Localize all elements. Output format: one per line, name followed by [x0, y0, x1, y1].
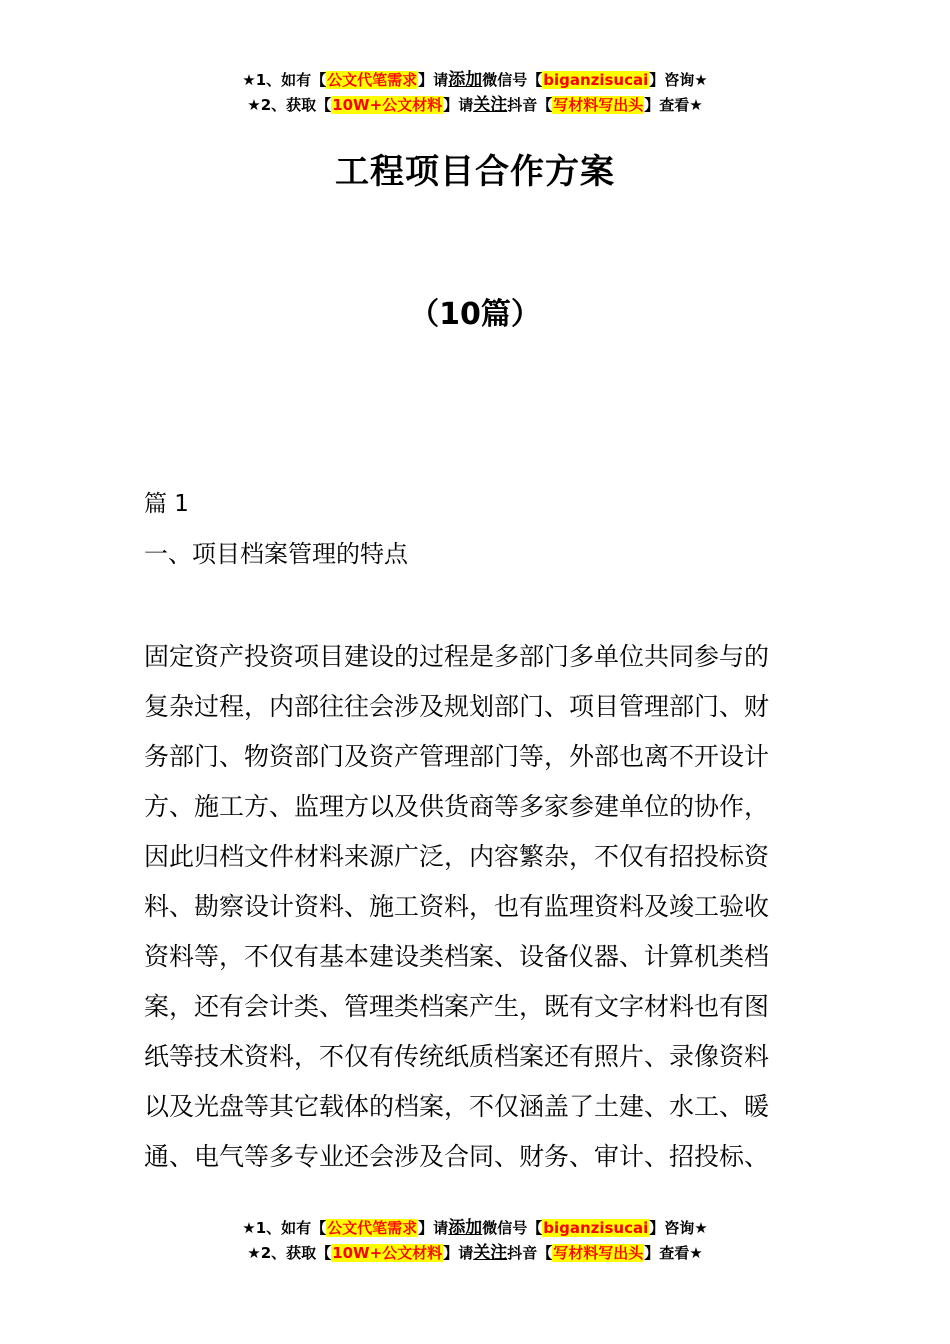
- body-line: 案，还有会计类、管理类档案产生，既有文字材料也有图: [144, 992, 770, 1021]
- promo-text: 】咨询★: [649, 71, 708, 89]
- promo-emphasis: 添加: [448, 1218, 483, 1238]
- section-label: 篇 1: [144, 491, 189, 517]
- promo-line-2: [0, 1241, 950, 1266]
- promo-line-1: [0, 68, 950, 93]
- promo-text: 】请: [418, 71, 449, 89]
- promo-highlight: biganzisucai: [543, 1219, 649, 1237]
- promo-text: 】查看★: [644, 1244, 703, 1262]
- promo-text: ★2、获取【: [247, 96, 332, 114]
- promo-emphasis: 关注: [473, 95, 508, 115]
- promo-line-1: [0, 1216, 950, 1241]
- promo-text: 】查看★: [644, 96, 703, 114]
- promo-highlight: 10W+公文材料: [332, 1244, 443, 1262]
- document-title: 工程项目合作方案: [335, 152, 615, 192]
- promo-highlight: 写材料写出头: [553, 1244, 644, 1262]
- footer-promo-banner: [0, 1216, 950, 1266]
- promo-text: 微信号【: [482, 71, 543, 89]
- promo-text: 】咨询★: [649, 1219, 708, 1237]
- body-line: 方、施工方、监理方以及供货商等多家参建单位的协作，: [144, 792, 770, 821]
- body-line: 资料等，不仅有基本建设类档案、设备仪器、计算机类档: [144, 942, 770, 971]
- promo-text: 抖音【: [507, 96, 553, 114]
- document-subtitle: （10篇）: [409, 297, 541, 332]
- promo-text: 微信号【: [482, 1219, 543, 1237]
- body-line: 通、电气等多专业还会涉及合同、财务、审计、招投标、: [144, 1142, 770, 1171]
- promo-text: 抖音【: [507, 1244, 553, 1262]
- header-promo-banner: [0, 68, 950, 118]
- promo-line-2: [0, 93, 950, 118]
- promo-text: 】请: [443, 96, 474, 114]
- body-line: 因此归档文件材料来源广泛，内容繁杂，不仅有招投标资: [144, 842, 770, 871]
- body-paragraph: [144, 632, 808, 1182]
- section-heading: 一、项目档案管理的特点: [144, 540, 408, 568]
- promo-text: 】请: [418, 1219, 449, 1237]
- body-line: 以及光盘等其它载体的档案，不仅涵盖了土建、水工、暖: [144, 1092, 770, 1121]
- promo-text: 】请: [443, 1244, 474, 1262]
- promo-highlight: 公文代笔需求: [327, 1219, 418, 1237]
- promo-highlight: 10W+公文材料: [332, 96, 443, 114]
- body-line: 固定资产投资项目建设的过程是多部门多单位共同参与的: [144, 642, 770, 671]
- promo-highlight: 写材料写出头: [553, 96, 644, 114]
- promo-emphasis: 添加: [448, 70, 483, 90]
- promo-text: ★2、获取【: [247, 1244, 332, 1262]
- body-line: 料、勘察设计资料、施工资料，也有监理资料及竣工验收: [144, 892, 770, 921]
- promo-highlight: biganzisucai: [543, 71, 649, 89]
- body-line: 务部门、物资部门及资产管理部门等，外部也离不开设计: [144, 742, 770, 771]
- promo-text: ★1、如有【: [242, 1219, 327, 1237]
- promo-highlight: 公文代笔需求: [327, 71, 418, 89]
- body-line: 纸等技术资料，不仅有传统纸质档案还有照片、录像资料: [144, 1042, 770, 1071]
- promo-text: ★1、如有【: [242, 71, 327, 89]
- promo-emphasis: 关注: [473, 1243, 508, 1263]
- body-line: 复杂过程，内部往往会涉及规划部门、项目管理部门、财: [144, 692, 770, 721]
